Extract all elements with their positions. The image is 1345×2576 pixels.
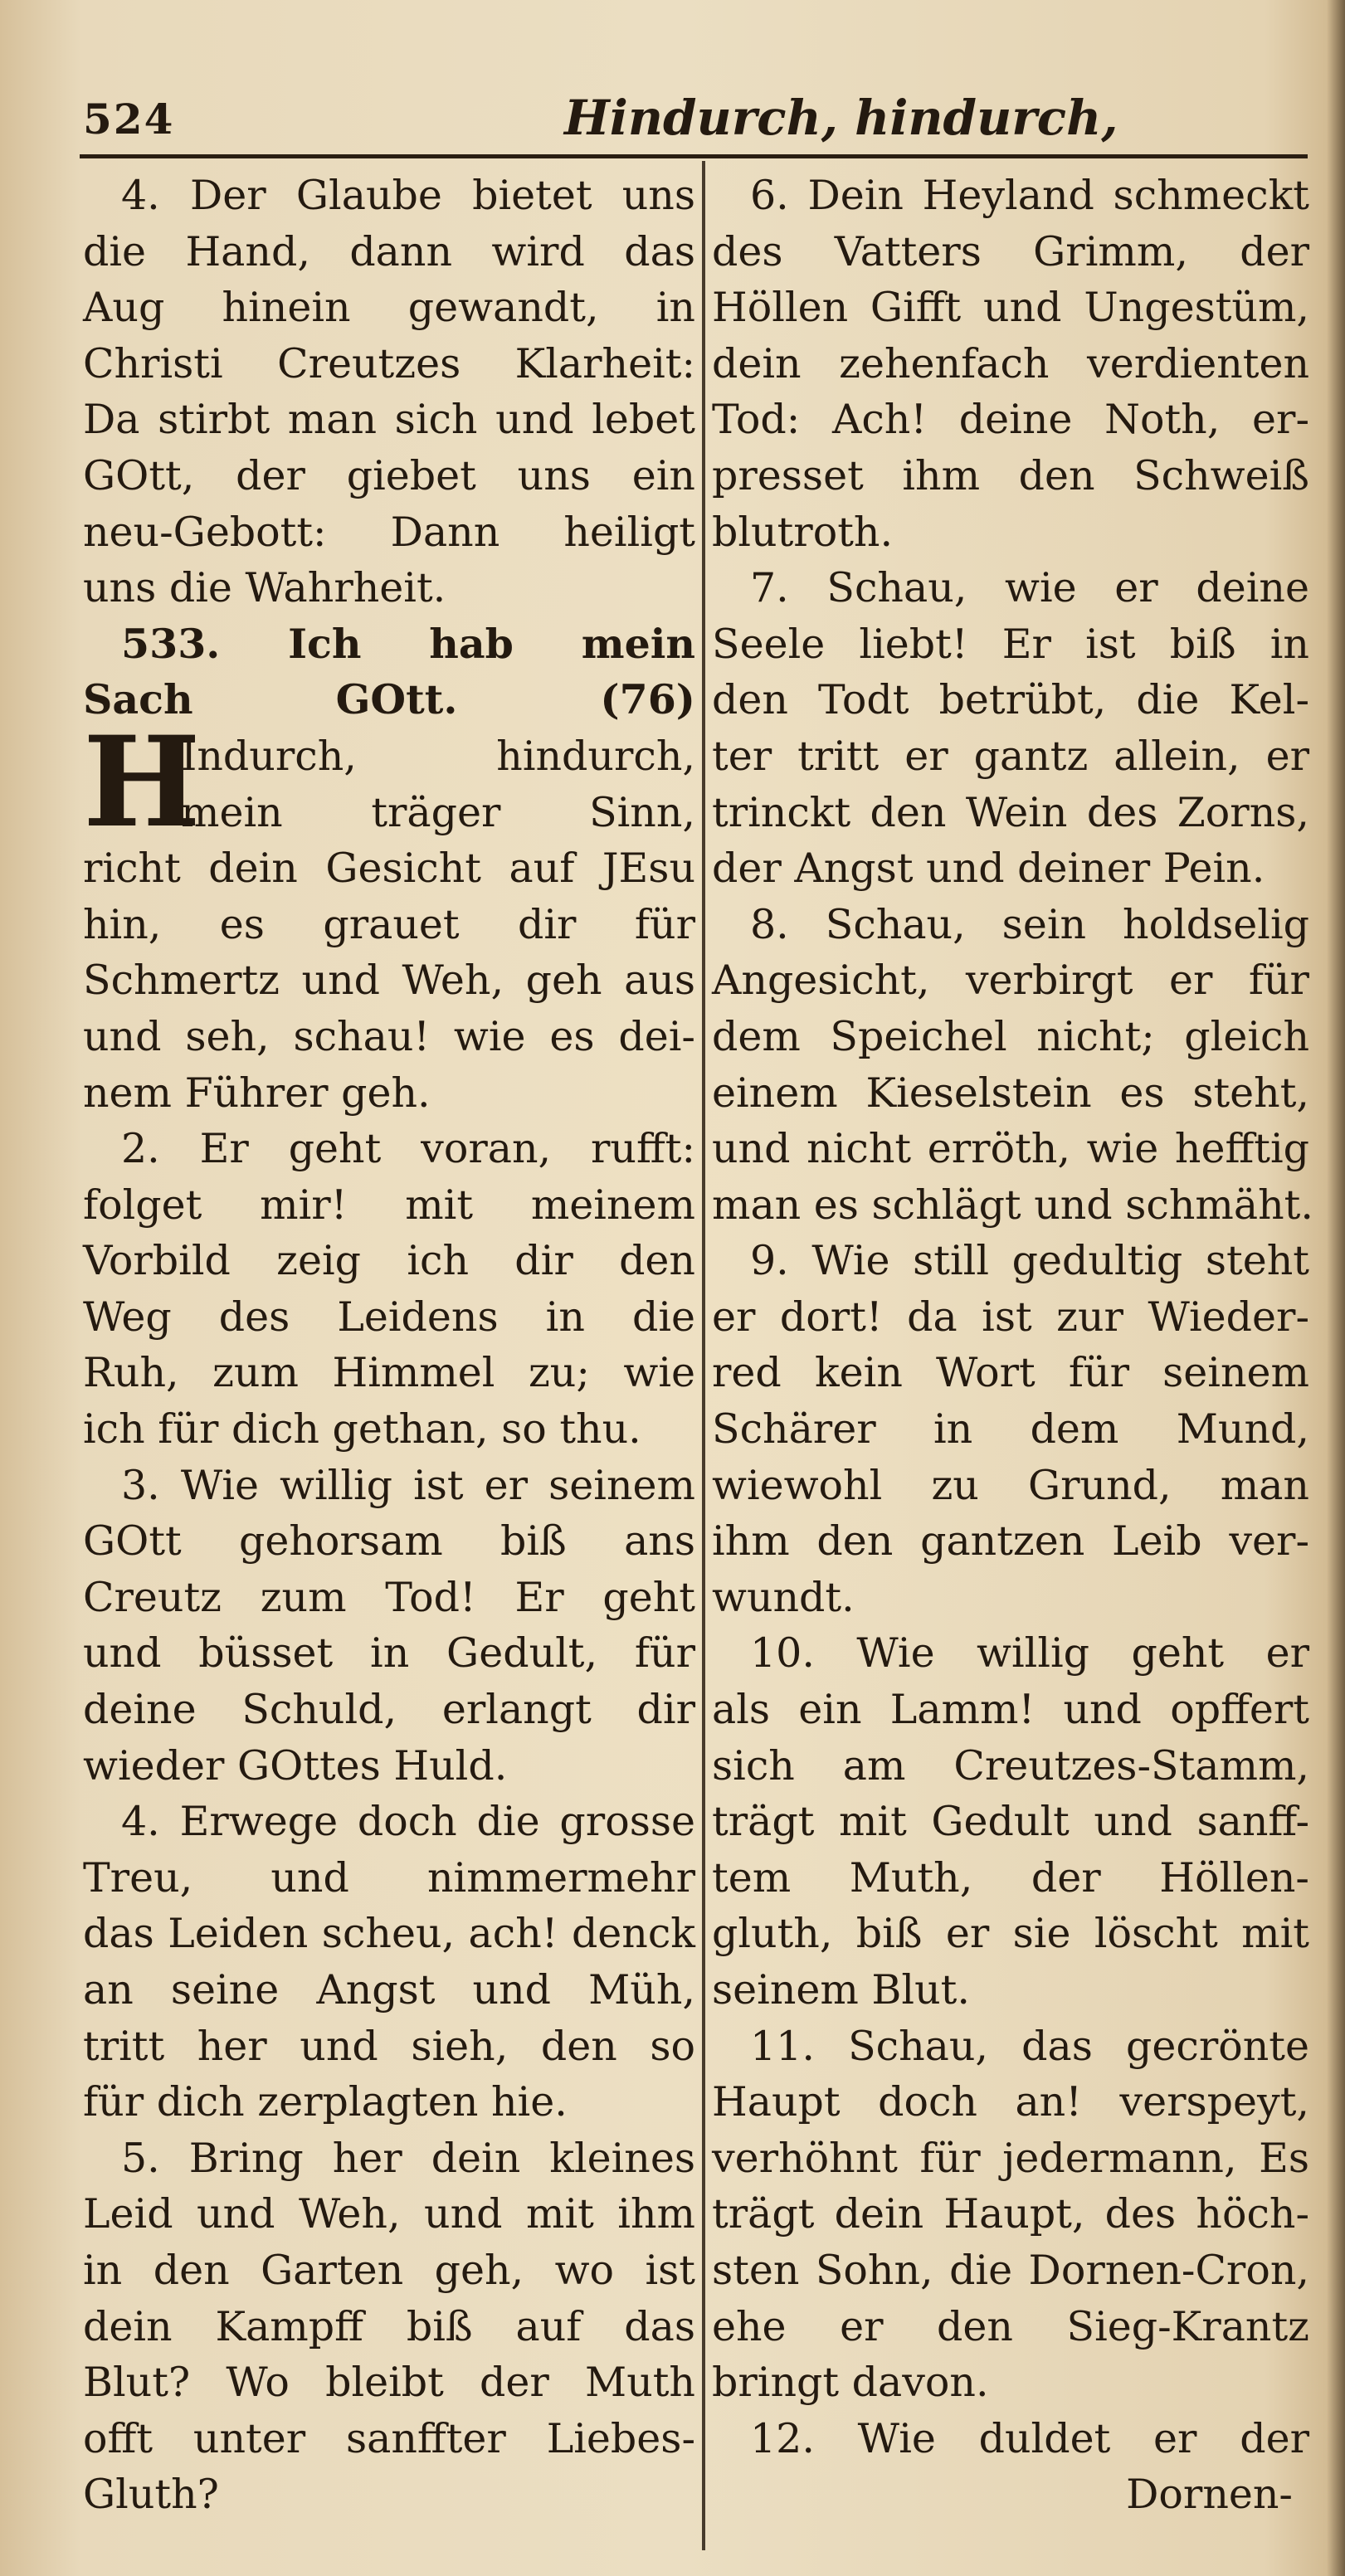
text-line: 9. Wie still gedultig steht <box>750 1237 1309 1285</box>
text-line: trägt dein Haupt, des höch- <box>712 2190 1309 2238</box>
text-line: einem Kieselstein es steht, <box>712 1069 1309 1117</box>
text-line: Schmertz und Weh, geh aus <box>83 957 695 1005</box>
text-line: sich am Creutzes-Stamm, <box>712 1741 1309 1790</box>
text-line: trinckt den Wein des Zorns, <box>712 788 1309 836</box>
hymn-title: Sach GOtt. (76) <box>83 675 695 724</box>
text-line: ehe er den Sieg-Krantz <box>712 2302 1309 2350</box>
verse-6 <box>712 168 1309 560</box>
continued-verse <box>83 168 695 616</box>
text-line: in den Garten geh, wo ist <box>83 2246 695 2294</box>
text-line: Da stirbt man sich und lebet <box>83 396 695 444</box>
text-line: des Vatters Grimm, der <box>712 227 1309 275</box>
text-line: 2. Er geht voran, rufft: <box>121 1125 695 1173</box>
verse-10 <box>712 1625 1309 2018</box>
text-line: Angesicht, verbirgt er für <box>712 957 1309 1005</box>
text-line: neu-Gebott: Dann heiligt <box>83 508 695 556</box>
text-line: ihm den gantzen Leib ver- <box>712 1517 1309 1566</box>
text-line: GOtt gehorsam biß ans <box>83 1517 695 1566</box>
text-line: Vorbild zeig ich dir den <box>83 1237 695 1285</box>
text-line: uns die Wahrheit. <box>83 564 446 612</box>
text-line: er dort! da ist zur Wieder- <box>712 1293 1309 1341</box>
text-line: wieder GOttes Huld. <box>83 1741 508 1790</box>
verse-11 <box>712 2018 1309 2411</box>
text-line: Treu, und nimmermehr <box>83 1853 695 1902</box>
first-line-text: Indurch, hindurch, <box>181 732 695 780</box>
text-line: red kein Wort für seinem <box>712 1349 1309 1397</box>
text-line: und nicht erröth, wie hefftig <box>712 1125 1309 1173</box>
text-line: dem Speichel nicht; gleich <box>712 1012 1309 1060</box>
text-line: Gluth? <box>83 2471 219 2519</box>
hymn-title: 533. Ich hab mein <box>121 619 695 668</box>
text-line: 3. Wie willig ist er seinem <box>121 1461 695 1509</box>
page-number: 524 <box>83 95 175 144</box>
text-line: nem Führer geh. <box>83 1069 431 1117</box>
page-edge-shadow <box>1327 0 1345 2576</box>
column-divider <box>702 161 705 2550</box>
text-line: bringt davon. <box>712 2359 989 2407</box>
text-line: hin, es grauet dir für <box>83 900 695 948</box>
text-line: das Leiden scheu, ach! denck <box>83 1910 695 1958</box>
text-line: 5. Bring her dein kleines <box>121 2134 695 2182</box>
verse-12 <box>712 2411 1309 2523</box>
text-line: 6. Dein Heyland schmeckt <box>750 172 1309 219</box>
text-line: tem Muth, der Höllen- <box>712 1853 1309 1902</box>
text-line: Seele liebt! Er ist biß in <box>712 620 1309 668</box>
text-line: Leid und Weh, und mit ihm <box>83 2190 695 2238</box>
verse-1 <box>83 709 695 1121</box>
text-line: sten Sohn, die Dornen-Cron, <box>712 2246 1309 2294</box>
text-line: für dich zerplagten hie. <box>83 2078 568 2126</box>
text-line: ter tritt er gantz allein, er <box>712 732 1309 780</box>
drop-cap-initial: H <box>83 709 201 855</box>
running-head: Hindurch, hindurch, <box>564 90 1118 146</box>
text-line: der Angst und deiner Pein. <box>712 845 1265 893</box>
text-line: dein Kampff biß auf das <box>83 2302 695 2350</box>
text-line: verhöhnt für jedermann, Es <box>712 2134 1309 2182</box>
header-rule <box>80 154 1308 158</box>
verse-3 <box>83 1458 695 1794</box>
text-line: 12. Wie duldet er der <box>750 2414 1309 2462</box>
catchword: Dornen- <box>1126 2471 1293 2519</box>
text-line: 7. Schau, wie er deine <box>750 564 1309 612</box>
text-line: und seh, schau! wie es dei- <box>83 1012 695 1060</box>
text-line: und büsset in Gedult, für <box>83 1629 695 1678</box>
text-line: 4. Erwege doch die grosse <box>121 1798 695 1846</box>
text-line: Ruh, zum Himmel zu; wie <box>83 1349 695 1397</box>
text-line: folget mir! mit meinem <box>83 1181 695 1229</box>
text-line: 10. Wie willig geht er <box>750 1629 1309 1678</box>
text-line: GOtt, der giebet uns ein <box>83 451 695 499</box>
text-line: seinem Blut. <box>712 1966 970 2014</box>
text-line: Höllen Gifft und Ungestüm, <box>712 284 1309 332</box>
text-line: deine Schuld, erlangt dir <box>83 1686 695 1734</box>
text-line: an seine Angst und Müh, <box>83 1966 695 2014</box>
text-line: richt dein Gesicht auf JEsu <box>83 845 695 893</box>
text-line: mein träger Sinn, <box>181 788 695 836</box>
verse-9 <box>712 1233 1309 1625</box>
text-line: Weg des Leidens in die <box>83 1293 695 1341</box>
text-line: Aug hinein gewandt, in <box>83 284 695 332</box>
text-line: Blut? Wo bleibt der Muth <box>83 2359 695 2407</box>
verse-8 <box>712 897 1313 1234</box>
left-column <box>83 168 695 2565</box>
right-column <box>712 168 1313 2565</box>
text-line: tritt her und sieh, den so <box>83 2022 695 2070</box>
text-line: wiewohl zu Grund, man <box>712 1461 1309 1509</box>
text-line: Schärer in dem Mund, <box>712 1405 1309 1454</box>
text-line: presset ihm den Schweiß <box>712 451 1309 499</box>
text-line: blutroth. <box>712 508 894 556</box>
text-line: dein zehenfach verdienten <box>712 339 1309 387</box>
text-line: die Hand, dann wird das <box>83 227 695 275</box>
text-line: als ein Lamm! und opffert <box>712 1686 1309 1734</box>
text-line: offt unter sanffter Liebes- <box>83 2414 695 2462</box>
text-line: trägt mit Gedult und sanff- <box>712 1798 1309 1846</box>
text-line: man es schlägt und schmäht. <box>712 1181 1313 1229</box>
verse-5 <box>83 2130 695 2523</box>
text-line: 11. Schau, das gecrönte <box>750 2022 1309 2070</box>
page-header <box>83 90 1303 154</box>
verse-4 <box>83 1794 695 2130</box>
text-line: Christi Creutzes Klarheit: <box>83 339 695 387</box>
text-line: Tod: Ach! deine Noth, er- <box>712 396 1309 444</box>
text-line: 8. Schau, sein holdselig <box>750 900 1309 948</box>
verse-7 <box>712 560 1309 897</box>
text-line: 4. Der Glaube bietet uns <box>121 172 695 219</box>
text-line: ich für dich gethan, so thu. <box>83 1405 641 1454</box>
text-line: wundt. <box>712 1573 855 1621</box>
text-line: gluth, biß er sie löscht mit <box>712 1910 1309 1958</box>
text-line: Creutz zum Tod! Er geht <box>83 1573 695 1621</box>
text-line: den Todt betrübt, die Kel- <box>712 676 1309 724</box>
verse-2 <box>83 1121 695 1458</box>
text-line: Haupt doch an! verspeyt, <box>712 2078 1309 2126</box>
